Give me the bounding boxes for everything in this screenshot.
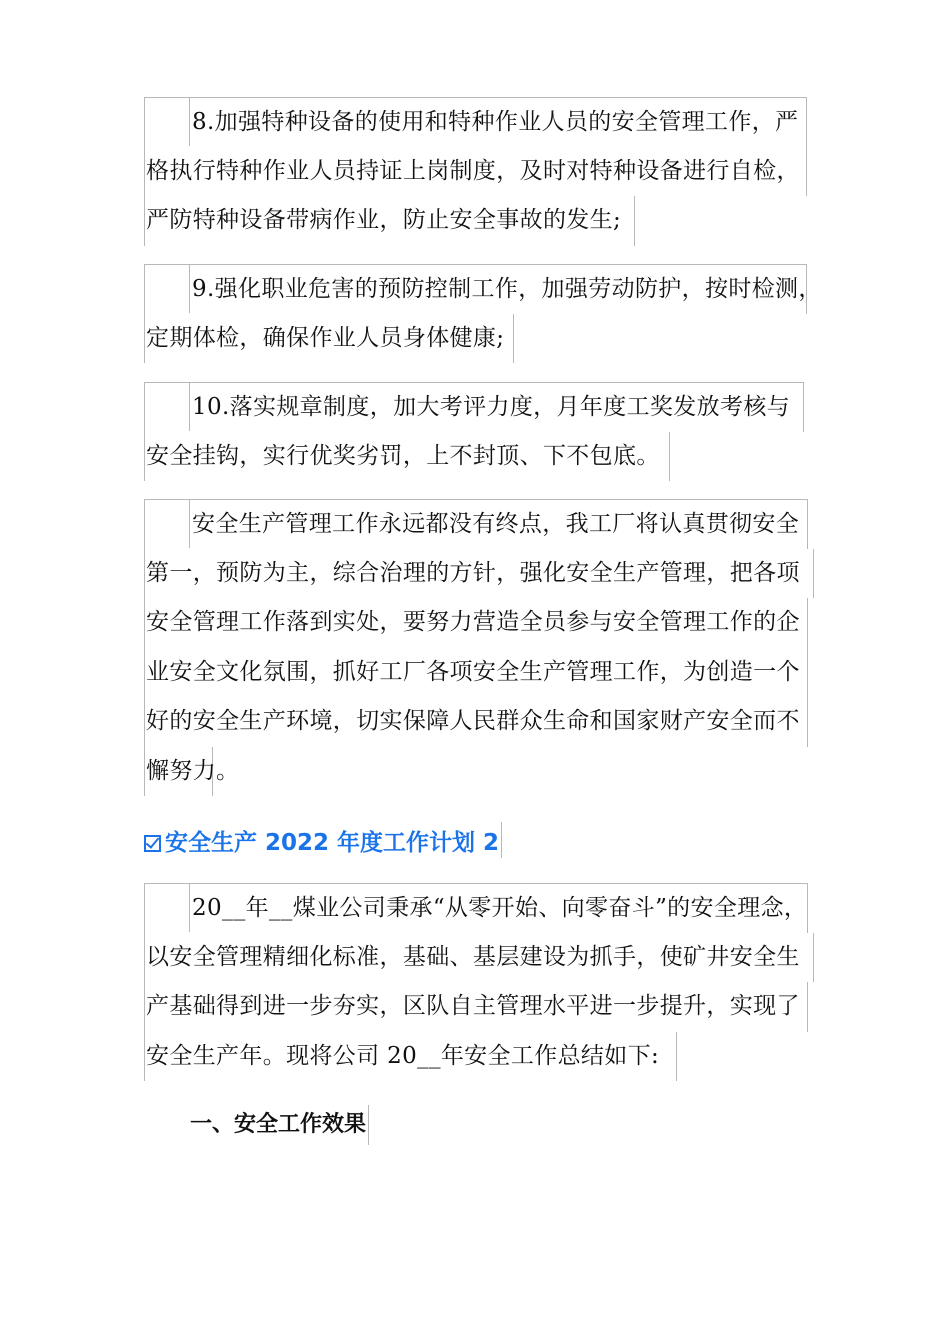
text-line-content: 安全生产管理工作永远都没有终点，我工厂将认真贯彻安全 (192, 511, 800, 537)
text-line (144, 933, 814, 983)
text-line (144, 432, 670, 482)
text-line (144, 1032, 677, 1082)
text-line-content: 9.强化职业危害的预防控制工作，加强劳动防护，按时检测， (192, 276, 822, 302)
text-line-content: 8.加强特种设备的使用和特种作业人员的安全管理工作，严 (192, 109, 799, 135)
text-line (144, 264, 822, 314)
text-line (144, 382, 804, 432)
paragraph-item-8 (144, 97, 807, 246)
text-line (144, 598, 808, 648)
text-line (144, 549, 814, 599)
text-line-content: 安全管理工作落到实处，要努力营造全员参与安全管理工作的企 (146, 609, 800, 635)
text-line-content: 格执行特种作业人员持证上岗制度，及时对特种设备进行自检， (146, 157, 800, 184)
text-line (144, 314, 514, 364)
paragraph-intro (144, 883, 814, 1081)
text-line-content: 业安全文化氛围，抓好工厂各项安全生产管理工作，为创造一个 (146, 658, 800, 685)
text-line (144, 982, 808, 1032)
text-line (144, 196, 635, 246)
text-line (144, 499, 808, 549)
subheading-safety-results: 一、安全工作效果 (190, 1105, 369, 1145)
text-line (144, 697, 808, 747)
text-line-content: 严防特种设备带病作业，防止安全事故的发生; (146, 207, 622, 233)
text-line (144, 147, 807, 197)
text-line-content: 10.落实规章制度，加大考评力度，月年度工奖发放考核与 (192, 394, 791, 420)
section-heading-text: 安全生产 2022 年度工作计划 2 (165, 829, 500, 856)
section-heading (144, 822, 502, 858)
paragraph-item-9 (144, 264, 822, 363)
checkbox-checked-icon (144, 835, 161, 852)
text-line-content: 20__年__煤业公司秉承“从零开始、向零奋斗”的安全理念， (192, 895, 808, 921)
text-line (144, 648, 808, 698)
text-line-content: 定期体检，确保作业人员身体健康; (146, 324, 505, 351)
text-line-content: 懈努力。 (146, 757, 240, 784)
paragraph-item-10 (144, 382, 804, 481)
text-line-content: 以安全管理精细化标准，基础、基层建设为抓手，使矿井安全生 (146, 943, 800, 970)
text-line-content: 好的安全生产环境，切实保障人民群众生命和国家财产安全而不 (146, 708, 800, 734)
text-line-content: 第一，预防为主，综合治理的方针，强化安全生产管理，把各项 (146, 559, 800, 586)
text-line-content: 安全挂钩，实行优奖劣罚，上不封顶、下不包底。 (146, 442, 660, 469)
text-line (144, 97, 807, 147)
paragraph-conclusion (144, 499, 814, 796)
text-line-content: 产基础得到进一步夯实，区队自主管理水平进一步提升，实现了 (146, 993, 800, 1019)
text-line-content: 安全生产年。现将公司 20__年安全工作总结如下: (146, 1042, 660, 1069)
text-line (144, 883, 808, 933)
text-line (144, 747, 240, 797)
